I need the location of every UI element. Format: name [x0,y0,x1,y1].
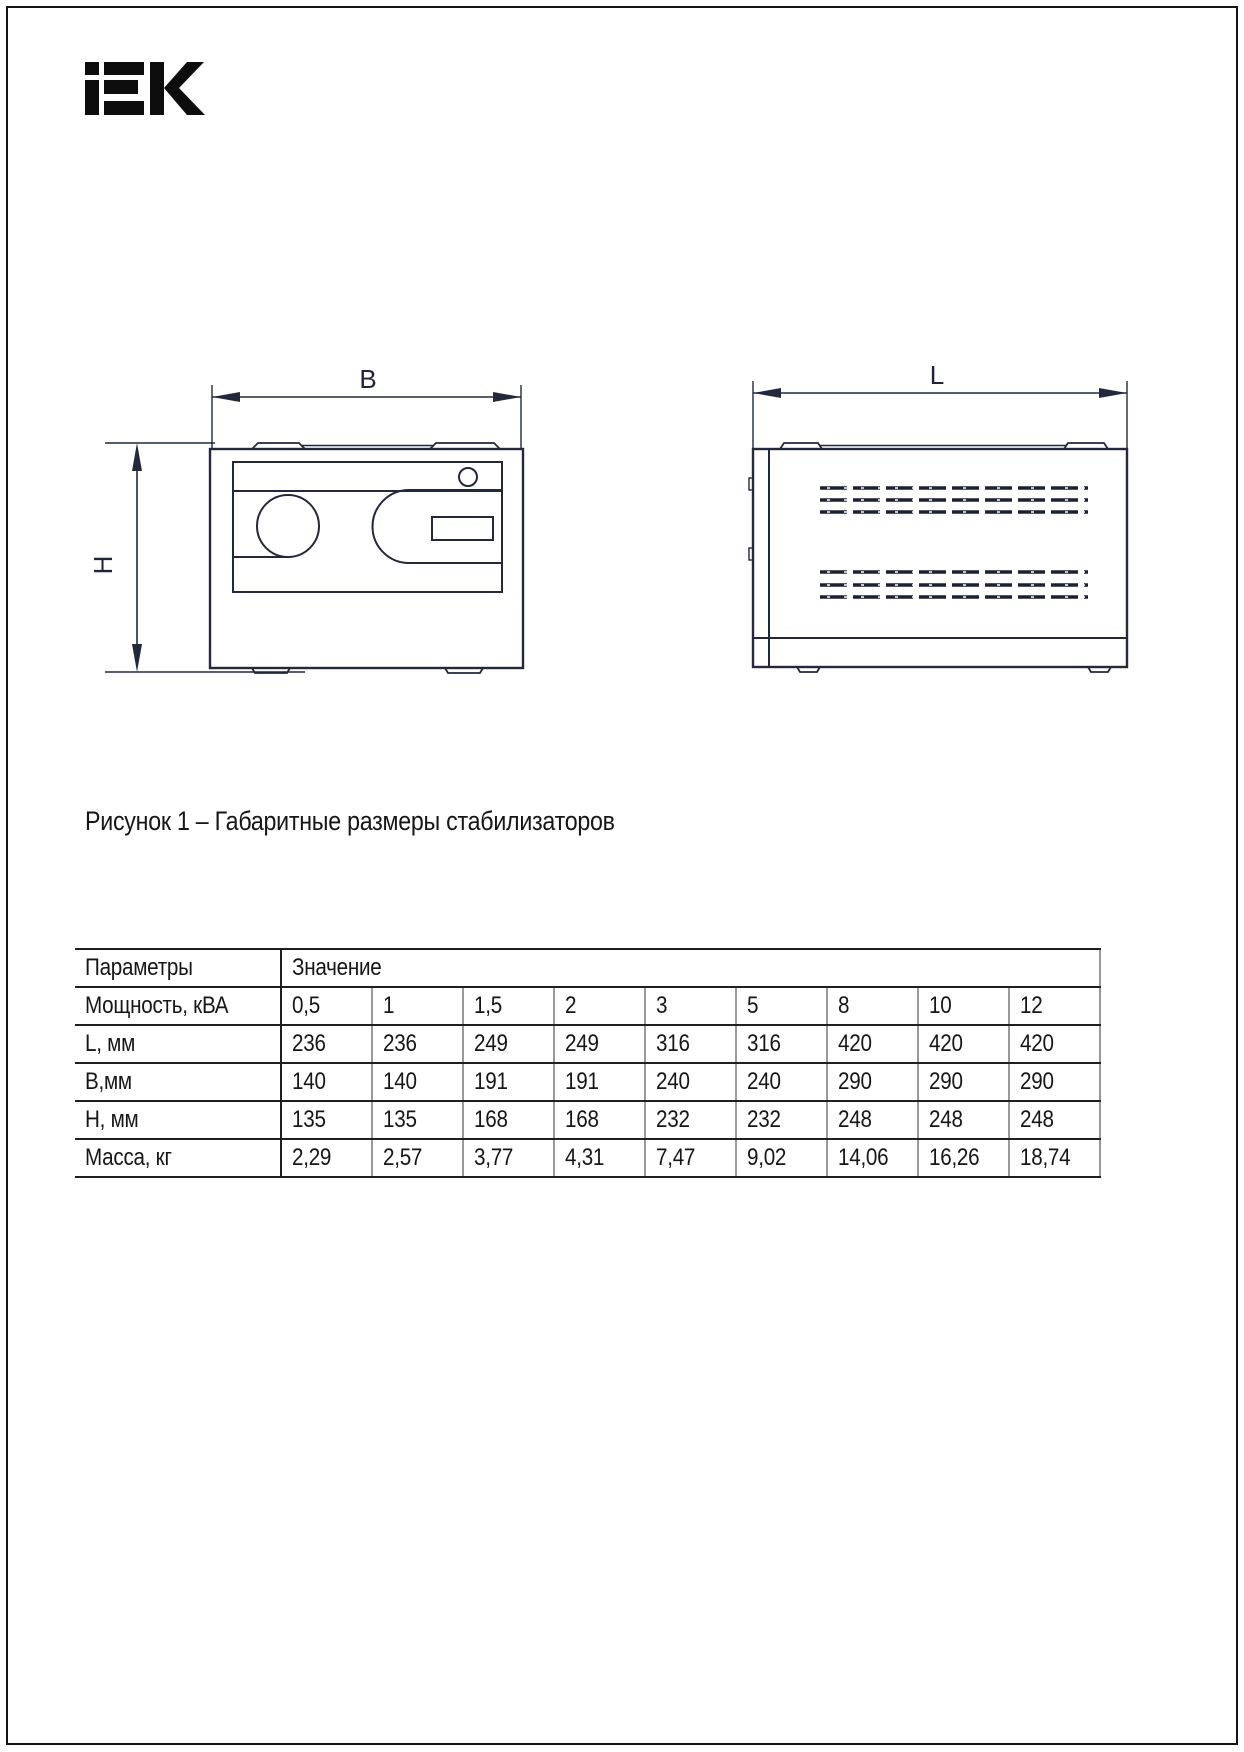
figure-caption-text: Рисунок 1 – Габаритные размеры стабилизаторов [85,806,615,836]
table-cell-value: 2,29 [282,1140,373,1176]
table-header-row [75,950,1101,988]
dimensions-table [75,948,1101,1178]
arrowhead-down-icon [132,644,142,672]
table-cell-value: 420 [828,1026,919,1062]
hinge-notch-bottom [749,548,753,560]
dimension-b [212,364,521,449]
top-tab-right [1064,443,1108,449]
table-cell-value: 191 [555,1064,646,1100]
vent-slots-lower [820,572,1088,597]
logo-k-upper-arm [164,62,204,88]
logo-k-stem [150,62,164,115]
table-cell-value: 10 [919,988,1010,1024]
side-view-device-outline [749,443,1127,672]
table-body [75,988,1101,1178]
dimension-h-label: H [88,555,118,575]
iek-logo-graphic [75,55,210,120]
table-cell-value: 316 [646,1026,737,1062]
table-row [75,1140,1101,1178]
table-cell-value: 420 [1010,1026,1101,1062]
table-row-label: L, мм [75,1026,282,1062]
side-view-drawing [680,360,1160,690]
table-cell-value: 249 [555,1026,646,1062]
top-tab-right [430,443,500,449]
table-cell-value: 191 [464,1064,555,1100]
table-cell-value: 18,74 [1010,1140,1101,1176]
table-cell-value: 1,5 [464,988,555,1024]
table-cell-value: 248 [919,1102,1010,1138]
front-view-drawing [80,360,560,690]
logo-e-top-bar [104,62,144,75]
foot-left [797,667,820,672]
table-row [75,1026,1101,1064]
table-cell-value: 140 [282,1064,373,1100]
table-cell-value: 290 [828,1064,919,1100]
table-cell-value: 7,47 [646,1140,737,1176]
vent-slots-upper [820,488,1088,512]
foot-right [1088,667,1111,672]
logo-i-dot [85,62,99,75]
switch-recess [373,490,502,563]
table-cell-value: 8 [828,988,919,1024]
table-cell-value: 232 [646,1102,737,1138]
table-row-label: Мощность, кВА [75,988,282,1024]
foot-left [252,668,290,673]
table-cell-value: 3 [646,988,737,1024]
table-cell-value: 232 [737,1102,828,1138]
table-cell-value: 0,5 [282,988,373,1024]
table-cell-value: 290 [1010,1064,1101,1100]
arrowhead-right-icon [493,392,521,402]
table-cell-value: 140 [373,1064,464,1100]
table-cell-value: 236 [373,1026,464,1062]
indicator-hole [459,468,477,486]
arrowhead-right-icon [1099,388,1127,398]
table-cell-value: 168 [555,1102,646,1138]
hinge-notch-top [749,478,753,490]
table-cell-value: 4,31 [555,1140,646,1176]
table-cell-value: 290 [919,1064,1010,1100]
front-panel-details [233,462,502,592]
table-cell-value: 2 [555,988,646,1024]
dimension-l [753,360,1127,449]
table-cell-value: 236 [282,1026,373,1062]
table-cell-value: 135 [282,1102,373,1138]
top-tab-left [780,443,822,449]
arrowhead-left-icon [212,392,240,402]
logo-e-bottom-bar [104,101,144,115]
table-cell-value: 420 [919,1026,1010,1062]
table-cell-value: 248 [828,1102,919,1138]
table-header-parameters [75,950,282,986]
table-header-value-label: Значение [292,954,382,981]
table-cell-value: 5 [737,988,828,1024]
table-row [75,1102,1101,1140]
meter-dial [257,495,319,557]
table-cell-value: 168 [464,1102,555,1138]
figure-caption [85,806,701,836]
table-header-parameters-label: Параметры [85,954,193,981]
iek-logo [75,55,210,120]
table-cell-value: 240 [737,1064,828,1100]
table-cell-value: 16,26 [919,1140,1010,1176]
arrowhead-left-icon [753,388,781,398]
table-header-value [282,950,1101,986]
table-cell-value: 3,77 [464,1140,555,1176]
table-cell-value: 248 [1010,1102,1101,1138]
table-cell-value: 14,06 [828,1140,919,1176]
table-cell-value: 240 [646,1064,737,1100]
table-cell-value: 249 [464,1026,555,1062]
table-cell-value: 135 [373,1102,464,1138]
page-border-frame [6,6,1238,1745]
foot-right [445,668,483,673]
logo-e-mid-bar [104,80,138,94]
top-tab-left [252,443,305,449]
table-row-label: Масса, кг [75,1140,282,1176]
table-cell-value: 12 [1010,988,1101,1024]
front-panel [233,462,502,592]
arrowhead-up-icon [132,443,142,471]
table-row-label: Н, мм [75,1102,282,1138]
table-cell-value: 1 [373,988,464,1024]
table-row [75,988,1101,1026]
switch-window [432,517,493,540]
logo-i-stem [85,80,99,115]
table-row [75,1064,1101,1102]
table-row-label: В,мм [75,1064,282,1100]
dimension-l-label: L [929,360,945,390]
table-cell-value: 316 [737,1026,828,1062]
logo-k-lower-arm [164,88,205,115]
table-cell-value: 9,02 [737,1140,828,1176]
dimension-b-label: B [359,364,377,394]
table-cell-value: 2,57 [373,1140,464,1176]
